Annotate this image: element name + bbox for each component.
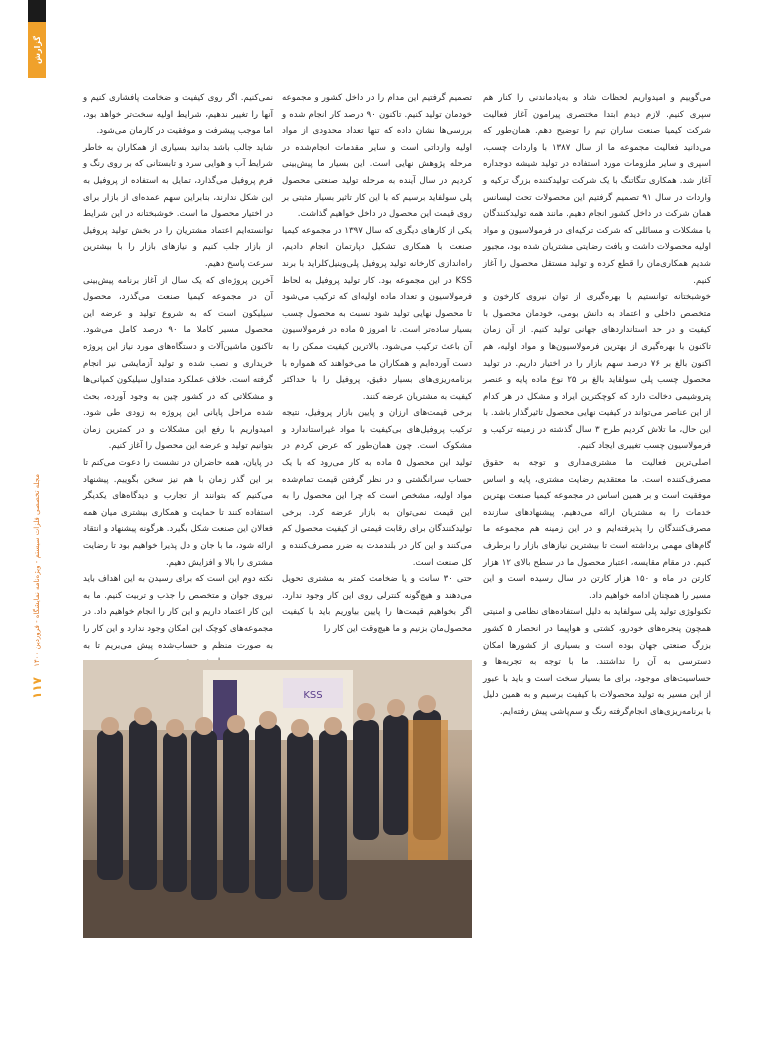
paragraph: برخی قیمت‌های ارزان و پایین بازار پروفیل، نتیجه ترکیب پروفیل‌های بی‌کیفیت با مواد غیراستاندارد و مشکوک است. چون همان‌طور که عرض کردم در تولید این محصول ۵ ماده به کار می‌رود که با یک حساب سرانگشتی و در نظر گرفتن قیمت تمام‌شده مواد اولیه، مشخص است که چرا این محصول را به این قیمت نمی‌توان به بازار عرضه کرد. برخی تولیدکنندگان برای رقابت قیمتی از کیفیت محصول کم می‌کنند و این کار در بلندمدت به ضرر مصرف‌کننده و کل صنعت است. [282, 408, 473, 568]
article-column-left [83, 90, 273, 651]
section-tab-label: گزارش [32, 35, 42, 64]
article-column-middle [282, 90, 472, 646]
paragraph: در پایان، همه حاضران در نشست را دعوت می‌کنم تا بر این گذر زمان با هم نیز سخن بگوییم. پیشنهاد می‌کنیم که بتوانند از تجارب و دیدگاه‌های یکدیگر استفاده کنند تا حمایت و همکاری بیشتری میان همه فعالان این صنعت شکل بگیرد. هرگونه پیشنهاد و انتقاد ارائه شود، ما با جان و دل پذیرا خواهیم بود تا رضایت مشتری را بالا و افزایش دهیم. [83, 458, 273, 568]
paragraph: خوشبختانه توانستیم با بهره‌گیری از توان نیروی کارخون و متخصص داخلی و اعتماد به دانش بومی، خودمان محصول با کیفیت و در حد استانداردهای جهانی تولید کنیم. از آن زمان تاکنون با بهره‌گیری از بهترین فرمولاسیون‌ها و مواد اولیه، هم اکنون بالغ بر ۷۶ درصد سهم بازار را در اختیار داریم. در تولید محصول چسب پلی سولفاید بالغ بر ۲۵ نوع ماده پایه و عنصر پتروشیمی دخالت دارد که کوچکترین ایراد و مشکل در هر کدام از این عناصر می‌تواند در کیفیت نهایی محصول تاثیرگذار باشد. با این حال، ما تلاش کردیم طرح ۳ سال گذشته در زمینه ترکیب و فرمولاسیون چسب تغییری ایجاد کنیم. [483, 292, 712, 452]
paragraph: تصمیم گرفتیم این مدام را در داخل کشور و مجموعه خودمان تولید کنیم. تاکنون ۹۰ درصد کار انجام شده و بررسی‌ها نشان داده که تنها تعداد محدودی از مواد اولیه وارداتی است و سایر مقدمات انجام‌شده در مرحله پژوهش نهایی است. این بسیار ما پیش‌بینی کردیم در سال آینده به مرحله تولید صنعتی محصول پلی سولفاید برسیم که با این کار تاثیر بسیار مثبتی بر روی قیمت این محصول در داخل خواهیم گذاشت. [282, 93, 472, 220]
article-column-right [483, 90, 711, 940]
section-tab [28, 22, 46, 78]
side-strip-text: مجله تخصصی فلزات سیستم - ویژه‌نامه نمایشگاه - فروردین ۱۴۰۰ [33, 473, 41, 667]
paragraph: نکته دوم این است که برای رسیدن به این اهداف باید نیروی جوان و متخصص را جذب و تربیت کنیم. ما به این کار اعتماد داریم و این کار را انجام خواهیم داد. در مجموعه‌های کوچک این امکان وجود ندارد و این کار را به صورت منظم و حساب‌شده پیش می‌بریم تا به [83, 574, 273, 651]
paragraph: تکنولوژی تولید پلی سولفاید به دلیل استفاده‌های نظامی و امنیتی همچون پنجره‌های خودرو، کشتی و هواپیما در انحصار ۵ کشور بزرگ صنعتی جهان بوده است و بسیاری از کشورها امکان دسترسی به آن را نداشتند. ما با توجه به تجربه‌ها و حساسیت‌های موجود، برای ما بسیار سخت است و باید با عبور از این مسیر به تولید محصولات با کیفیت برسیم و به همین دلیل با برنامه‌ریزی‌های انجام‌گرفته رنگ و سم‌پاشی پیش رفته‌ایم. [483, 607, 711, 717]
paragraph: اصلی‌ترین فعالیت ما مشتری‌مداری و توجه به حقوق مصرف‌کننده است. ما معتقدیم رضایت مشتری، پایه و اساس موفقیت است و بر همین اساس در مجموعه کیمیا صنعت بهترین خدمات را به مشتریان ارائه می‌دهیم. پیشنهادهای سازنده مصرف‌کنندگان را پذیرفته‌ایم و در این زمینه هم مجموعه ما گام‌های مهمی برداشته است تا بیشترین نیازهای بازار را برطرف کنیم. در مقام مقایسه، اعتبار محصول ما در سطح بالای ۱۲ هزار کارتن در ماه و ۱۵۰ هزار کارتن در سال رسیده است و این مسیر را همچنان ادامه خواهیم داد. [483, 458, 711, 601]
group-photo [83, 660, 472, 938]
header-black-tab [28, 0, 46, 22]
page-number [28, 670, 46, 706]
banner-text: KSS [303, 690, 323, 701]
paragraph: یکی از کارهای دیگری که سال ۱۳۹۷ در مجموعه کیمیا صنعت با همکاری تشکیل دپارتمان انجام دادیم، راه‌اندازی کارخانه تولید پروفیل پلی‌وینیل‌کلراید با برند KSS در این مجموعه بود. کار تولید پروفیل به لحاظ فرمولاسیون و تعداد ماده اولیه‌ای که ترکیب می‌شود تا محصول نهایی تولید شود نسبت به محصول چسب بسیار ساده‌تر است. تا امروز ۵ ماده در فرمولاسیون آن باعث ترکیب می‌شود. بالاترین کیفیت ممکن را به دست آورده‌ایم و همکاران ما می‌خواهند که همواره با برنامه‌ریزی‌های بسیار دقیق، پروفیل را با حداکثر کیفیت به مشتریان عرضه کنند. [282, 225, 472, 402]
paragraph: نمی‌کنیم. اگر روی کیفیت و ضخامت پافشاری کنیم و آنها را تغییر ندهیم، شرایط اولیه سخت‌تر خواهد بود، اما موجب پیشرفت و موفقیت در کارمان می‌شود. [83, 93, 273, 137]
paragraph: شاید جالب باشد بدانید بسیاری از همکاران به خاطر شرایط آب و هوایی سرد و تابستانی که بر روی رنگ و فرم پروفیل می‌گذارد، تمایل به استفاده از پروفیل به این شکل ندارند، بنابراین سهم عمده‌ای از بازار برای در اختیار محصول ما است. خوشبختانه در این شرایط توانسته‌ایم اعتماد مشتریان را در بخش تولید پروفیل از بازار جلب کنیم و نیازهای بازار را با بیشترین سرعت پاسخ دهیم. [83, 142, 273, 269]
page-number-text: ۱۱۷ [30, 677, 44, 699]
group-photo-illustration [83, 660, 472, 938]
paragraph: آخرین پروژه‌ای که یک سال از آغاز برنامه پیش‌بینی آن در مجموعه کیمیا صنعت می‌گذرد، محصول سیلیکون است که به شروع تولید و عرضه این محصول مسیر کاملا ما ۹۰ درصد کامل می‌شود. تاکنون ماشین‌آلات و دستگاه‌های مورد نیاز این پروژه خریداری و نصب شده و تولید آزمایشی نیز انجام گرفته است. خلاف عملکرد متداول سیلیکون کمپانی‌ها و مشکلاتی که در کشور چین به وجود آورده، بحث شده مراحل پایانی این پروژه به زودی طی شود. امیدواریم با رفع این مشکلات و در کمترین زمان بتوانیم تولید و عرضه این محصول را آغاز کنیم. [83, 275, 273, 452]
paragraph: حتی ۳۰ سانت و یا ضخامت کمتر به مشتری تحویل می‌دهند و هیچ‌گونه کنترلی روی این کار وجود ندارد. اگر بخواهیم قیمت‌ها را پایین بیاوریم باید با کیفیت محصول‌مان بزنیم و ما هیچ‌وقت این کار را [282, 574, 472, 634]
paragraph: می‌گوییم و امیدواریم لحظات شاد و به‌یادماندنی را کنار هم سپری کنیم. لازم دیدم ابتدا مختصری پیرامون آغاز فعالیت شرکت کیمیا صنعت ساران تیم را توضیح دهم. همان‌طور که می‌دانید فعالیت مجموعه ما از سال ۱۳۸۷ با واردات چسب، اسپری و سایر ملزومات مورد استفاده در تولید شیشه دوجداره آغاز شد. همکاری تنگاتنگ با یک شرکت تولیدکننده بزرگ ترکیه و واردات در سال ۹۱ تصمیم گرفتیم این محصولات تحت لیسانس همان شرکت در داخل کشور انجام دهیم. مانند همه تولیدکنندگان با مشکلات و مسائلی که شرکت ترکیه‌ای در فرمولاسیون و مواد اولیه محصولات داشت و بافت رضایتی مشتریان شده بود، مجبور شدیم همکاری‌مان را قطع کرده و تولید مستقل محصول را آغاز کنیم. [483, 93, 711, 286]
